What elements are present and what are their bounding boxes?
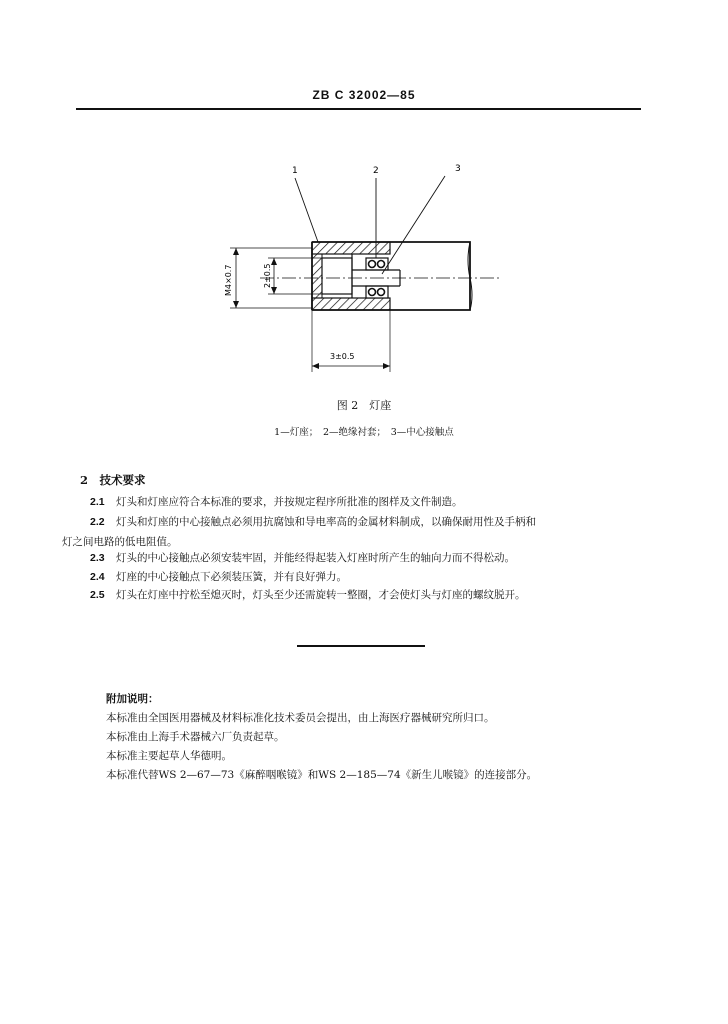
clause-2-2 [62, 512, 650, 552]
dim-bore-label: 2±0.5 [263, 263, 272, 288]
clause-number: 2.3 [90, 552, 105, 564]
additional-notes [106, 690, 686, 785]
clause-2-1 [80, 492, 650, 512]
note-line: 本标准主要起草人华德明。 [106, 750, 232, 762]
clause-number: 2.5 [90, 589, 105, 601]
dim-thread-label: M4×0.7 [224, 264, 233, 296]
drawing-svg [200, 150, 530, 390]
leader-3 [382, 176, 445, 274]
clause-2-4 [80, 567, 650, 587]
callout-3: 3 [455, 164, 461, 174]
clause-number: 2.1 [90, 496, 105, 508]
clause-2-5 [80, 585, 650, 605]
callout-1: 1 [292, 166, 298, 176]
dim-length-label: 3±0.5 [330, 352, 355, 361]
end-rule [297, 645, 425, 647]
clause-text: 灯头和灯座的中心接触点必须用抗腐蚀和导电率高的金属材料制成，以确保耐用性及手柄和 [116, 516, 536, 528]
clause-text: 灯头的中心接触点必须安装牢固，并能经得起装入灯座时所产生的轴向力而不得松动。 [116, 552, 515, 564]
figure-legend: 1—灯座； 2—绝缘衬套； 3—中心接触点 [274, 427, 454, 438]
callout-2: 2 [373, 166, 379, 176]
clause-number: 2.4 [90, 571, 105, 583]
lamp-socket-drawing [200, 150, 530, 390]
leader-1 [295, 178, 318, 242]
note-line: 本标准由全国医用器械及材料标准化技术委员会提出，由上海医疗器械研究所归口。 [106, 712, 495, 724]
notes-title: 附加说明： [106, 693, 159, 705]
clause-2-3 [80, 548, 650, 568]
clause-text: 灯头在灯座中拧松至熄灭时，灯头至少还需旋转一整圈，才会使灯头与灯座的螺纹脱开。 [116, 589, 526, 601]
clause-text: 灯头和灯座应符合本标准的要求，并按规定程序所批准的图样及文件制造。 [116, 496, 463, 508]
dim-length [312, 310, 390, 372]
clause-number: 2.2 [90, 516, 105, 528]
clause-text: 灯座的中心接触点下必须装压簧，并有良好弹力。 [116, 571, 347, 583]
note-line: 本标准由上海手术器械六厂负责起草。 [106, 731, 285, 743]
section-title: 2 技术要求 [80, 473, 146, 487]
figure-caption: 图 2 灯座 [336, 399, 392, 412]
note-line: 本标准代替WS 2—67—73《麻醉咽喉镜》和WS 2—185—74《新生儿喉镜》的连接部分。 [106, 769, 538, 781]
page-header-code: ZB C 32002—85 [312, 88, 416, 102]
header-rule [76, 108, 641, 110]
clause-text-continued: 灯之间电路的低电阻值。 [62, 536, 178, 548]
socket-body [312, 242, 470, 310]
